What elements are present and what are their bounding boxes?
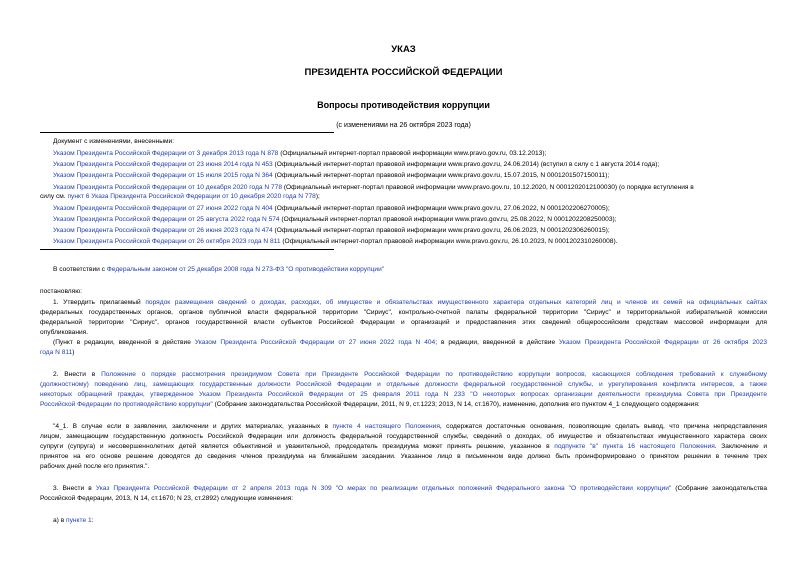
changes-bottom-divider [40, 249, 334, 250]
quote-line: рабочих дней после его принятия.". [40, 463, 150, 470]
procedure-link[interactable]: порядок размещения сведений о доходах, расходах, об имуществе и обязательствах имущественного характера отдельных категорий лиц и членов их семей на официальных сайтах [145, 299, 767, 306]
change-item: Указом Президента Российской Федерации от 26 июня 2023 года N 474 (Официальный интернет-портал правовой информации www.pravo.gov.ru, 26.06.2023, N 0001202306260015); [53, 227, 610, 234]
p2-line [40, 391, 767, 399]
change-link[interactable]: Указом Президента Российской Федерации от 25 августа 2022 года N 574 [53, 216, 280, 223]
p3-line: Российской Федерации, 2013, N 14, ст.1670; N 23, ст.2892) следующие изменения: [40, 495, 294, 502]
quote-line: "4_1. В случае если в заявлении, заключении и других материалах, указанных в пункте 4 настоящего Положения, содержатся достаточные основания, позволяющие сделать вывод, что причина непредставления [53, 423, 767, 430]
clause-link[interactable]: подпункте "в" пункта 16 настоящего Положения [554, 443, 715, 450]
p1-line: опубликования. [40, 329, 89, 336]
change-link[interactable]: Указом Президента Российской Федерации от 27 июня 2022 года N 404 [53, 205, 273, 212]
regulation-link[interactable]: Положение о порядке рассмотрения президиумом Совета при Президенте Российской Федерации по противодействию коррупции вопросов, касающихся соблюдения требований к служебному [101, 371, 767, 378]
change-item: Указом Президента Российской Федерации от 15 июля 2015 года N 364 (Официальный интернет-портал правовой информации www.pravo.gov.ru, 15.07.2015, N 0001201507150011); [53, 172, 610, 179]
clause-link[interactable]: пункте 4 настоящего Положения [332, 423, 440, 430]
note-link[interactable]: года N 811 [40, 349, 73, 356]
change-item: Указом Президента Российской Федерации от 10 декабря 2020 года N 778 (Официальный интернет-портал правовой информации www.pravo.gov.ru, 10.12.2020, N 0001202012100030) (о порядке вступления в [53, 184, 694, 191]
change-item-continuation: силу см. пункт 6 Указа Президента Российской Федерации от 10 декабря 2020 года N 778); [40, 193, 320, 200]
subitem-a: а) в пункте 1: [53, 517, 94, 524]
note-link[interactable]: Указом Президента Российской Федерации от 27 июня 2022 года N 404 [194, 339, 436, 346]
quote-line: лицом, замещающим государственную должность Российской Федерации или должность федеральной государственной службы, сведений о доходах, об имуществе и обязательствах имущественного характера своих [40, 433, 767, 440]
basis-law-link[interactable]: Федеральным законом от 25 декабря 2008 года N 273-ФЗ "О противодействии коррупции" [106, 266, 385, 273]
p2-line: 2. Внести в Положение о порядке рассмотрения президиумом Совета при Президенте Российской Федерации по противодействию коррупции вопросов, касающихся соблюдения требований к служебному [53, 371, 767, 378]
point-1-link[interactable]: пункте 1 [66, 517, 92, 524]
change-link[interactable]: Указом Президента Российской Федерации от 10 декабря 2020 года N 778 [53, 184, 283, 191]
changes-intro: Документ с изменениями, внесенными: [53, 138, 175, 145]
decree-word: постановляю: [40, 288, 83, 295]
p1-line: федеральной территории "Сириус", органов государственной власти субъектов Российской Федерации и организаций и предоставления этих сведений общероссийским средствам массовой информации для [40, 319, 767, 326]
change-item: Указом Президента Российской Федерации от 3 декабря 2013 года N 878 (Официальный интернет-портал правовой информации www.pravo.gov.ru, 03.12.2013); [53, 150, 547, 157]
decree-309-link[interactable]: Указ Президента Российской Федерации от 2 апреля 2013 года N 309 "О мерах по реализации отдельных положений Федерального закона "О противодействии коррупции" [95, 485, 672, 492]
p3-line: 3. Внести в Указ Президента Российской Федерации от 2 апреля 2013 года N 309 "О мерах по реализации отдельных положений Федерального закона "О противодействии коррупции" (Собрание законодательства [53, 485, 767, 492]
change-link[interactable]: Указом Президента Российской Федерации от 26 июня 2023 года N 474 [53, 227, 273, 234]
regulation-link[interactable]: некоторых обращений граждан, утвержденное Указом Президента Российской Федерации от 25 февраля 2011 года N 233 "О некоторых вопросах организации деятельности президиума Совета при Президенте [40, 391, 767, 398]
p2-line: Российской Федерации по противодействию коррупции" (Собрание законодательства Российской Федерации, 2011, N 9, ст.1223; 2013, N 14, ст.1670), изменение, дополнив его пунктом 4_1 следующего содержания: [40, 401, 700, 408]
change-item: Указом Президента Российской Федерации от 26 октября 2023 года N 811 (Официальный интернет-портал правовой информации www.pravo.gov.ru, 26.10.2023, N 0001202310260008). [53, 238, 618, 245]
p1-note: (Пункт в редакции, введенной в действие Указом Президента Российской Федерации от 27 июня 2022 года N 404; в редакции, введенной в действие Указом Президента Российской Федерации от 26 октября 2023 [53, 339, 767, 346]
p1-line: федеральных государственных органов, органов публичной власти федеральной территории "Сириус", контрольно-счетной палаты федеральной территории "Сириус" и территориальной избирательной комиссии [40, 309, 767, 316]
changes-top-divider [40, 132, 334, 133]
change-link[interactable]: Указом Президента Российской Федерации от 23 июня 2014 года N 453 [53, 161, 273, 168]
change-link[interactable]: Указом Президента Российской Федерации от 26 октября 2023 года N 811 [53, 238, 281, 245]
doc-title: Вопросы противодействия коррупции [317, 100, 490, 110]
change-item: Указом Президента Российской Федерации от 25 августа 2022 года N 574 (Официальный интернет-портал правовой информации www.pravo.gov.ru, 25.08.2022, N 0001202208250003); [53, 216, 617, 223]
regulation-link[interactable]: Российской Федерации по противодействию коррупции" [40, 401, 213, 408]
doc-edition: (с изменениями на 26 октября 2023 года) [336, 122, 471, 129]
change-item: Указом Президента Российской Федерации от 27 июня 2022 года N 404 (Официальный интернет-портал правовой информации www.pravo.gov.ru, 27.06.2022, N 0001202206270005); [53, 205, 610, 212]
doc-issuer: ПРЕЗИДЕНТА РОССИЙСКОЙ ФЕДЕРАЦИИ [304, 67, 503, 78]
change-item: Указом Президента Российской Федерации от 23 июня 2014 года N 453 (Официальный интернет-портал правовой информации www.pravo.gov.ru, 24.06.2014) (вступил в силу с 1 августа 2014 года); [53, 161, 660, 168]
quote-line: супруги (супруга) и несовершеннолетних детей является объективной и уважительной, председатель президиума может принять решение, указанное в подпункте "в" пункта 16 настоящего Положения. Заключение и [40, 443, 768, 450]
doc-type: УКАЗ [391, 44, 416, 55]
p2-line [40, 381, 767, 389]
change-link[interactable]: Указом Президента Российской Федерации от 15 июля 2015 года N 364 [53, 172, 273, 179]
regulation-link[interactable]: (должностному) поведению лиц, замещающих государственные должности Российской Федерации и отдельные должности федеральной государственной службы, и урегулирования конфликта интересов, а также [40, 381, 767, 388]
quote-line: принятое на его основе решение доводятся до сведения членов президиума на ближайшем заседании. Указанное лицо в письменном виде должно быть проинформировано о принятом решении в течение трех [40, 453, 767, 460]
change-link[interactable]: Указом Президента Российской Федерации от 3 декабря 2013 года N 878 [53, 150, 279, 157]
note-link[interactable]: Указом Президента Российской Федерации от 26 октября 2023 [559, 339, 767, 346]
change-link[interactable]: пункт 6 Указа Президента Российской Федерации от 10 декабря 2020 года N 778 [67, 193, 316, 200]
basis-paragraph: В соответствии с Федеральным законом от 25 декабря 2008 года N 273-ФЗ "О противодействии коррупции" [53, 266, 385, 273]
p1-note-continuation: года N 811) [40, 349, 75, 356]
p1-line: 1. Утвердить прилагаемый порядок размещения сведений о доходах, расходах, об имуществе и обязательствах имущественного характера отдельных категорий лиц и членов их семей на официальных сайтах [53, 299, 767, 306]
